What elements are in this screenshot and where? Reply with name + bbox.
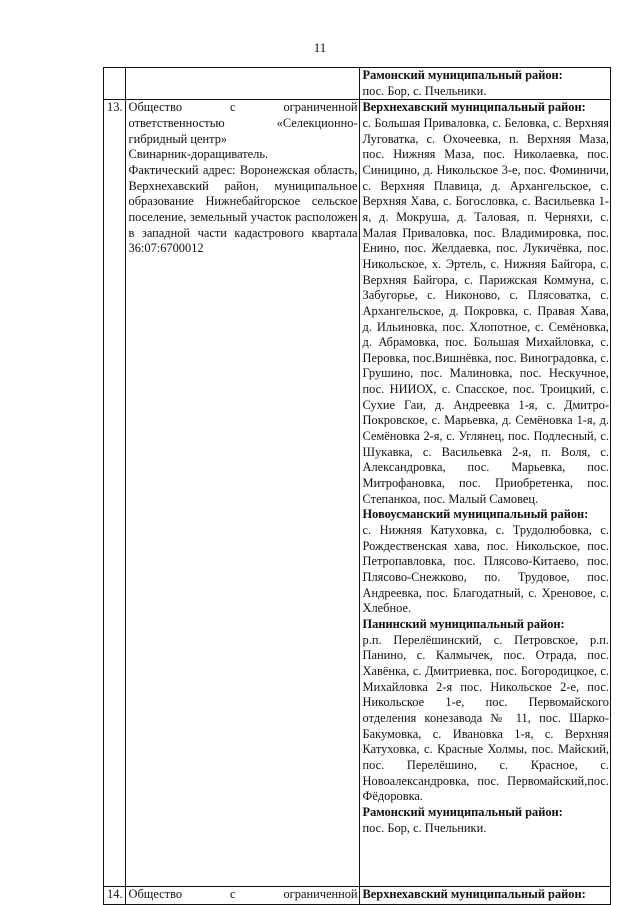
page-number: 11 [313,40,327,55]
table-row [104,68,611,100]
row-number: 13. [104,100,126,887]
row-number [104,68,126,100]
table-row [104,100,611,887]
organization-cell [125,887,359,905]
facility-address: Фактический адрес: Воронежская область, Верхнехавский район, муниципальное образование Нижнебайгорское сельское поселение, земельный участок расположен в западной части кадастрового квартала 36:07:6700012 [128,162,358,256]
table-row [104,887,611,905]
organization-cell [125,100,359,887]
district-settlements: пос. Бор, с. Пчельники. [362,83,487,98]
districts-cell [359,100,610,887]
district-title: Верхнехавский муниципальный район: [362,100,586,115]
row-number: 14. [104,887,126,905]
organization-cell [125,68,359,100]
district-title: Рамонский муниципальный район: [362,68,563,82]
organization-name: Общество с ограниченной ответственностью «Селекционно-гибридный центр» [128,100,358,146]
settlements-table [103,67,611,905]
facility-type: Свинарник-доращиватель. [128,147,269,162]
district-settlements: р.п. Перелёшинский, с. Петровское, р.п. Панино, с. Калмычек, пос. Отрада, пос. Хавёнка, с. Дмитриевка, пос. Богородицкое, с. Михайловка 2-я пос. Никольское 2-е, пос. Никольское 1-е, пос. Первомайского отделения конезавода № 11, пос. Шарко-Бакумовка, с. Ивановка 1-я, с. Верхняя Катуховка, с. Красные Холмы, пос. Майский, пос. Перелёшино, с. Красное, с. Новоалександровка, пос. Первомайский,пос. Фёдоровка. [362,632,609,804]
organization-name: Общество с ограниченной [128,887,358,902]
district-settlements: с. Нижняя Катуховка, с. Трудолюбовка, с. Рождественская хава, пос. Никольское, пос. Петропавловка, пос. Плясово-Китаево, пос. Плясово-Снежково, по. Трудовое, пос. Андреевка, пос. Благодатный, с. Хреновое, с. Хлебное. [362,523,609,616]
district-title: Панинский муниципальный район: [362,616,565,631]
district-title: Верхнехавский муниципальный район: [362,887,586,902]
district-title: Рамонский муниципальный район: [362,804,563,819]
district-settlements: с. Большая Приваловка, с. Беловка, с. Верхняя Луговатка, с. Охочеевка, п. Верхняя Маза, пос. Нижняя Маза, пос. Николаевка, пос. Синицино, д. Никольское 3-е, пос. Фоминичи, с. Верхняя Плавица, д. Архангельское, с. Верхняя Хава, с. Богословка, с. Васильевка 1-я, д. Мокруша, д. Таловая, п. Черняхи, с. Малая Приваловка, пос. Владимировка, пос. Енино, пос. Желдаевка, пос. Лукичёвка, пос. Никольское, х. Эртель, с. Нижняя Байгора, с. Верхняя Байгора, с. Парижская Коммуна, с. Забугорье, с. Никоново, с. Плясоватка, с. Архангельское, д. Покровка, с. Правая Хава, д. Ильиновка, пос. Хлопотное, с. Семёновка, д. Абрамовка, пос. Большая Михайловка, с. Перовка, пос.Вишнёвка, пос. Виноградовка, с. Грушино, пос. Малиновка, пос. Нескучное, пос. НИИОХ, с. Спасское, пос. Троицкий, с. Сухие Гаи, д. Андреевка 1-я, с. Дмитро-Покровское, с. Марьевка, д. Семёновка 1-я, д. Семёновка 2-я, с. Углянец, пос. Подлесный, с. Шукавка, с. Васильевка 2-я, п. Воля, с. Александровка, пос. Марьевка, пос. Митрофановка, пос. Приобретенка, пос. Степанкоа, пос. Малый Самовец. [362,115,609,506]
district-title: Новоусманский муниципальный район: [362,507,589,522]
district-settlements: пос. Бор, с. Пчельники. [362,820,487,835]
districts-cell [359,68,610,100]
districts-cell [359,887,610,905]
